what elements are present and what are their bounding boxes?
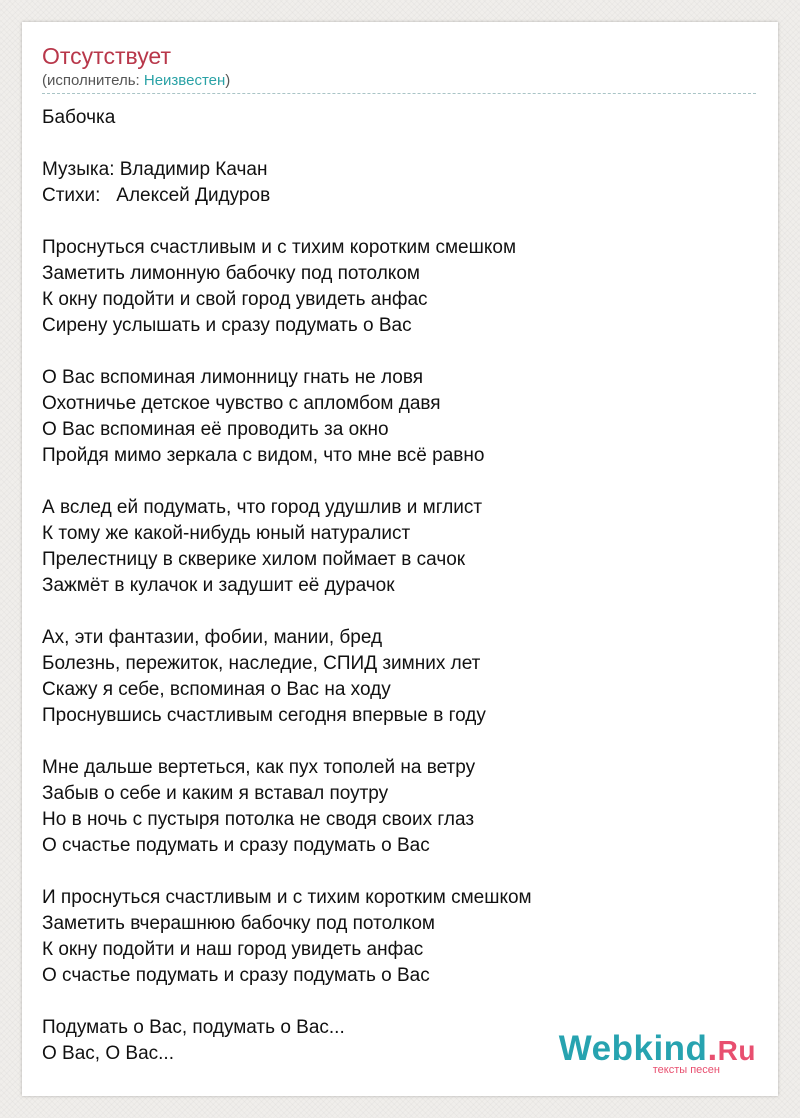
lyric-line bbox=[42, 599, 756, 625]
lyric-line: Мне дальше вертеться, как пух тополей на ветру bbox=[42, 757, 476, 778]
lyric-line: Сирену услышать и сразу подумать о Вас bbox=[42, 315, 412, 336]
lyric-line: И проснуться счастливым и с тихим коротким смешком bbox=[42, 887, 532, 908]
lyric-line bbox=[42, 209, 756, 235]
logo-dot: . bbox=[707, 1029, 718, 1068]
lyric-line: Проснуться счастливым и с тихим коротким смешком bbox=[42, 237, 517, 258]
lyric-line: Музыка: Владимир Качан bbox=[42, 159, 268, 180]
song-title: Отсутствует bbox=[42, 43, 171, 69]
lyric-line: Стихи: Алексей Дидуров bbox=[42, 185, 271, 206]
lyric-line: К окну подойти и свой город увидеть анфас bbox=[42, 289, 428, 310]
lyric-line bbox=[42, 729, 756, 755]
lyric-line: К тому же какой-нибудь юный натуралист bbox=[42, 523, 411, 544]
lyric-line: Прелестницу в скверике хилом поймает в сачок bbox=[42, 549, 466, 570]
artist-link[interactable]: Неизвестен bbox=[143, 72, 226, 89]
lyric-line: К окну подойти и наш город увидеть анфас bbox=[42, 939, 424, 960]
lyric-line: Проснувшись счастливым сегодня впервые в году bbox=[42, 705, 486, 726]
lyric-line: Заметить лимонную бабочку под потолком bbox=[42, 263, 420, 284]
lyric-line: Болезнь, пережиток, наследие, СПИД зимних лет bbox=[42, 653, 481, 674]
lyric-line bbox=[42, 469, 756, 495]
lyrics-card bbox=[22, 22, 778, 1096]
lyric-line: Охотничье детское чувство с апломбом давя bbox=[42, 393, 441, 414]
lyric-line bbox=[42, 989, 756, 1015]
lyric-line: О Вас, О Вас... bbox=[42, 1043, 174, 1064]
lyric-line: О Вас вспоминая лимонницу гнать не ловя bbox=[42, 367, 424, 388]
lyrics-body bbox=[42, 105, 756, 1067]
lyric-line: О счастье подумать и сразу подумать о Вас bbox=[42, 835, 430, 856]
webkind-logo[interactable] bbox=[559, 1031, 756, 1076]
divider bbox=[42, 93, 756, 94]
lyric-line: А вслед ей подумать, что город удушлив и мглист bbox=[42, 497, 483, 518]
logo-tld: Ru bbox=[717, 1035, 756, 1066]
lyric-line: Подумать о Вас, подумать о Вас... bbox=[42, 1017, 345, 1038]
lyric-line: Зажмёт в кулачок и задушит её дурачок bbox=[42, 575, 395, 596]
lyric-line: Заметить вчерашнюю бабочку под потолком bbox=[42, 913, 435, 934]
lyric-line: Скажу я себе, вспоминая о Вас на ходу bbox=[42, 679, 391, 700]
lyric-line: О Вас вспоминая её проводить за окно bbox=[42, 419, 389, 440]
lyric-line bbox=[42, 339, 756, 365]
lyric-line: Но в ночь с пустыря потолка не сводя своих глаз bbox=[42, 809, 475, 830]
lyric-line: Пройдя мимо зеркала с видом, что мне всё равно bbox=[42, 445, 485, 466]
lyric-line: Бабочка bbox=[42, 107, 116, 128]
artist-line bbox=[42, 71, 230, 91]
lyric-line: Ах, эти фантазии, фобии, мании, бред bbox=[42, 627, 383, 648]
logo-text: Webkind bbox=[558, 1029, 708, 1068]
lyric-line bbox=[42, 859, 756, 885]
artist-prefix: (исполнитель: bbox=[42, 72, 144, 89]
logo-tagline: тексты песен bbox=[652, 1064, 720, 1076]
lyric-line: О счастье подумать и сразу подумать о Вас bbox=[42, 965, 430, 986]
lyric-line: Забыв о себе и каким я вставал поутру bbox=[42, 783, 389, 804]
artist-suffix: ) bbox=[225, 72, 231, 89]
lyric-line bbox=[42, 131, 756, 157]
